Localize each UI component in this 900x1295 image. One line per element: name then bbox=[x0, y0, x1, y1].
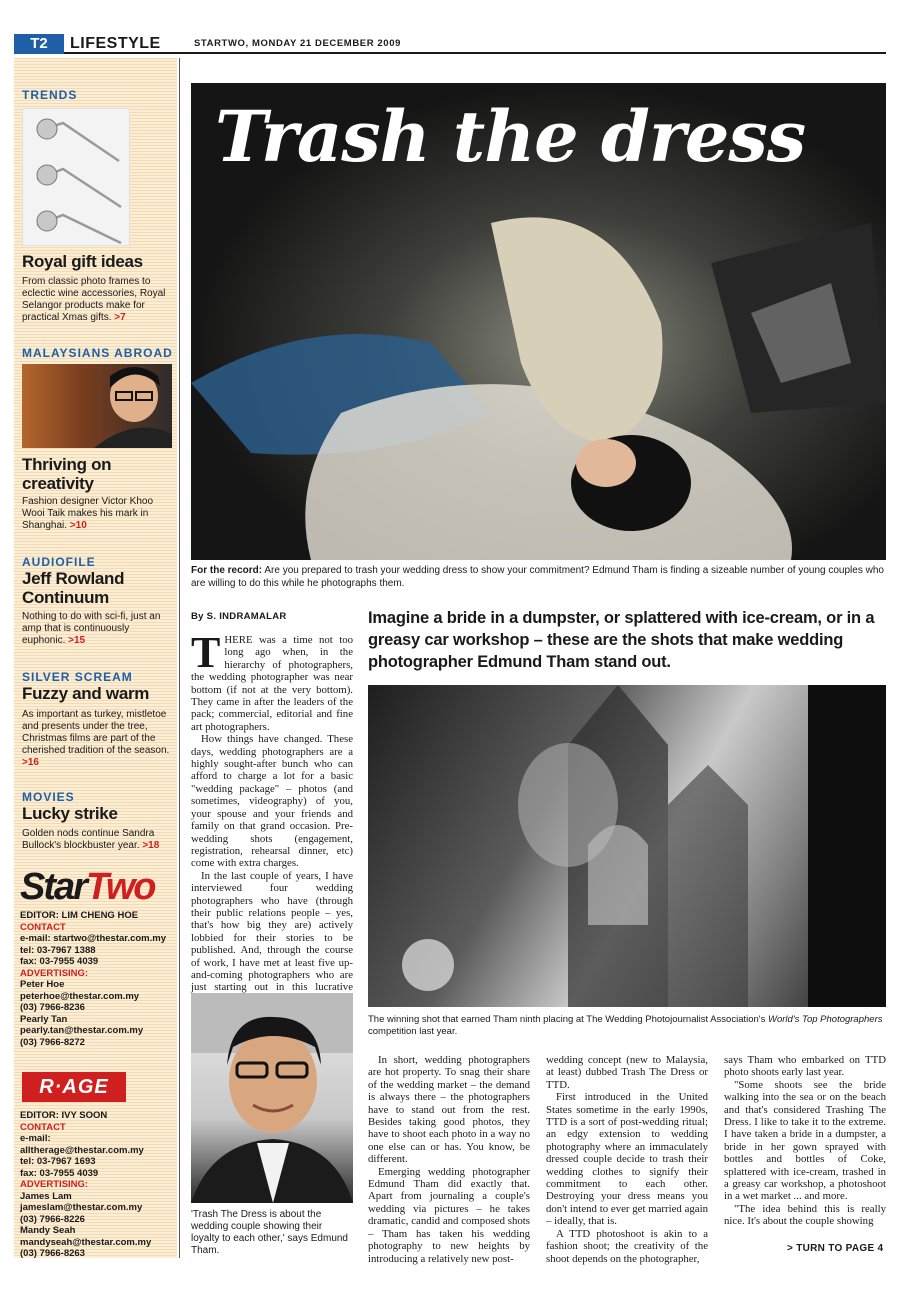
article-column-2: In short, wedding photographers are hot property. To snag their share of the wedding market – the demand is always there – the photographers have to stand out from the rest. Besides taking good photos, they have to shoot each photo in a way no one else can or has. You know, be different. Emerging wedding photographer Edmund Tham did exactly that. Apart from journaling a couple's wedding via pictures – he takes dramatic, candid and composed shots – Tham has taken his wedding photography to new heights by introducing a relatively new post- bbox=[368, 1054, 530, 1265]
byline: By S. INDRAMALAR bbox=[191, 611, 287, 622]
sidebar bbox=[14, 58, 177, 1258]
rage-adv2-name: Mandy Seah bbox=[20, 1225, 76, 1236]
startwo-advertising-label: ADVERTISING: bbox=[20, 967, 89, 979]
rage-tel: tel: 03-7967 1693 bbox=[20, 1156, 96, 1167]
headline-movies: Lucky strike bbox=[22, 804, 118, 823]
startwo-adv1-tel: (03) 7966-8236 bbox=[20, 1002, 85, 1013]
rage-email[interactable]: e-mail: alltherage@thestar.com.my bbox=[20, 1133, 144, 1156]
headline-audiofile: Jeff Rowland Continuum bbox=[22, 569, 125, 607]
kicker-audiofile: AUDIOFILE bbox=[22, 555, 96, 569]
headline-abroad: Thriving on creativity bbox=[22, 455, 112, 493]
sidebar-divider bbox=[179, 58, 180, 1258]
startwo-tel: tel: 03-7967 1388 bbox=[20, 944, 96, 956]
rage-contact-label: CONTACT bbox=[20, 1121, 66, 1133]
section-title: LIFESTYLE bbox=[70, 35, 161, 52]
standfirst: Imagine a bride in a dumpster, or splattered with ice-cream, or in a greasy car workshop – these are the shots that make wedding photographer Edmund Tham stand out. bbox=[368, 609, 875, 671]
startwo-adv2-email[interactable]: pearly.tan@thestar.com.my bbox=[20, 1025, 144, 1036]
desc-abroad: Fashion designer Victor Khoo Wooi Taik makes his mark in Shanghai. >10 bbox=[22, 496, 154, 531]
headline-silver: Fuzzy and warm bbox=[22, 684, 150, 703]
desc-movies: Golden nods continue Sandra Bullock's blockbuster year. >18 bbox=[22, 828, 160, 851]
startwo-email[interactable]: e-mail: startwo@thestar.com.my bbox=[20, 933, 167, 944]
drop-cap: T bbox=[191, 628, 221, 677]
edmund-tham-portrait bbox=[191, 993, 353, 1203]
portrait-caption: 'Trash The Dress is about the wedding couple showing their loyalty to each other,' says Edmund Tham. bbox=[191, 1209, 348, 1256]
hero-title: Trash the dress bbox=[215, 95, 806, 178]
startwo-adv1-email[interactable]: peterhoe@thestar.com.my bbox=[20, 990, 140, 1002]
rage-advertising-label: ADVERTISING: bbox=[20, 1179, 89, 1190]
masthead bbox=[14, 34, 886, 54]
rage-fax: fax: 03-7955 4039 bbox=[20, 1167, 99, 1179]
startwo-adv2-tel: (03) 7966-8272 bbox=[20, 1036, 85, 1048]
person-icon bbox=[22, 364, 172, 448]
startwo-logo: StarTwo bbox=[20, 866, 155, 908]
headline-trends: Royal gift ideas bbox=[22, 252, 143, 271]
winning-shot-photo bbox=[368, 685, 886, 1007]
startwo-adv1-name: Peter Hoe bbox=[20, 979, 65, 990]
designer-photo bbox=[22, 364, 172, 448]
startwo-adv2-name: Pearly Tan bbox=[20, 1013, 68, 1025]
winning-shot-caption: The winning shot that earned Tham ninth placing at The Wedding Photojournalist Association's World's Top Photographers competition last year. bbox=[368, 1014, 883, 1037]
article-column-3: wedding concept (new to Malaysia, at least) dubbed Trash The Dress or TTD. First introduced in the United States sometime in the early 1990s, TTD is a sort of post-wedding ritual; an edgy extension to wedding photography where an immaculately dressed couple decide to trash their wedding clothes to signify their commitment to each other. Destroying your dress means you don't intend to ever get married again – ideally, that is. A TTD photoshoot is akin to a fashion shoot; the creativity of the shoot depends on the photographer, bbox=[546, 1054, 708, 1265]
page-ref-audiofile[interactable]: >15 bbox=[68, 635, 86, 646]
startwo-editor: EDITOR: LIM CHENG HOE bbox=[20, 910, 139, 921]
desc-trends: From classic photo frames to eclectic wine accessories, Royal Selangor products make for practical Xmas gifts. >7 bbox=[22, 276, 166, 323]
rage-adv1-email[interactable]: jameslam@thestar.com.my bbox=[20, 1202, 143, 1213]
desc-audiofile: Nothing to do with sci-fi, just an amp that is continuously euphonic. >15 bbox=[22, 611, 161, 646]
startwo-fax: fax: 03-7955 4039 bbox=[20, 956, 99, 967]
kicker-trends: TRENDS bbox=[22, 88, 78, 102]
article-column-1: THERE was a time not too long ago when, in the hierarchy of photographers, the wedding photographer was near bottom (if not at the very bottom). They came in after the leaders of the pack; commercial, editorial and fine art photographers. How things have changed. These days, wedding photographers are a highly sought-after bunch who can afford to charge a lot for a basic "wedding package" – photos (and sometimes, videography) of you, your spouse and your friends and family on that grand occasion. Pre-wedding shots (engagement, registration, rehearsal dinner, etc) come with extra charges. In the last couple of years, I have interviewed four wedding photographers who have (through their public relations people – yes, that's how big they are) actively lobbied for their stories to be published. And, through the course of work, I have met at least five up-and-coming photographers who are just starting out in this lucrative bbox=[191, 628, 353, 994]
page-ref-abroad[interactable]: >10 bbox=[69, 520, 87, 531]
kicker-silver: SILVER SCREAM bbox=[22, 670, 133, 684]
article-column-4: says Tham who embarked on TTD photo shoots early last year. "Some shoots see the bride walking into the sea or on the beach and that's considered Trashing The Dress. I like to take it to the extreme. I have taken a bride in a dumpster, a bride in her gown sprayed with bottles and bottles of Coke, splattered with ice-cream, trashed in a greasy car workshop, a photoshoot in a wet market ... and more. "The idea behind this is really nice. It's about the couple showing bbox=[724, 1054, 886, 1228]
hero-photo bbox=[191, 83, 886, 560]
rage-adv2-email[interactable]: mandyseah@thestar.com.my bbox=[20, 1236, 152, 1248]
rage-adv1-tel: (03) 7966-8226 bbox=[20, 1213, 85, 1225]
desc-silver: As important as turkey, mistletoe and presents under the tree, Christmas films are part of the cherished tradition of the season. >16 bbox=[22, 709, 170, 768]
rage-contact bbox=[20, 1110, 174, 1260]
portrait-person-icon bbox=[191, 993, 353, 1203]
brooch-icon bbox=[23, 109, 131, 247]
cathedral-reflection-icon bbox=[368, 685, 886, 1007]
startwo-contact-label: CONTACT bbox=[20, 921, 66, 933]
page-ref-silver[interactable]: >16 bbox=[22, 757, 39, 768]
rage-adv2-tel: (03) 7966-8263 bbox=[20, 1248, 85, 1259]
rage-logo: R·AGE bbox=[22, 1072, 126, 1102]
hero-caption: For the record: Are you prepared to trash your wedding dress to show your commitment? Edmund Tham is finding a sizeable number of young couples who are willing to do this while he photographs them. bbox=[191, 565, 884, 589]
dateline: STARTWO, MONDAY 21 DECEMBER 2009 bbox=[194, 38, 401, 49]
kicker-movies: MOVIES bbox=[22, 790, 75, 804]
rage-adv1-name: James Lam bbox=[20, 1190, 72, 1202]
turn-to-page-link[interactable]: > TURN TO PAGE 4 bbox=[787, 1243, 884, 1254]
page-badge: T2 bbox=[14, 34, 64, 54]
jewelry-photo bbox=[22, 108, 130, 246]
rage-editor: EDITOR: IVY SOON bbox=[20, 1110, 108, 1121]
startwo-contact bbox=[20, 910, 174, 1048]
kicker-abroad: MALAYSIANS ABROAD bbox=[22, 346, 173, 360]
page-ref-trends[interactable]: >7 bbox=[114, 312, 126, 323]
page-ref-movies[interactable]: >18 bbox=[142, 840, 160, 851]
